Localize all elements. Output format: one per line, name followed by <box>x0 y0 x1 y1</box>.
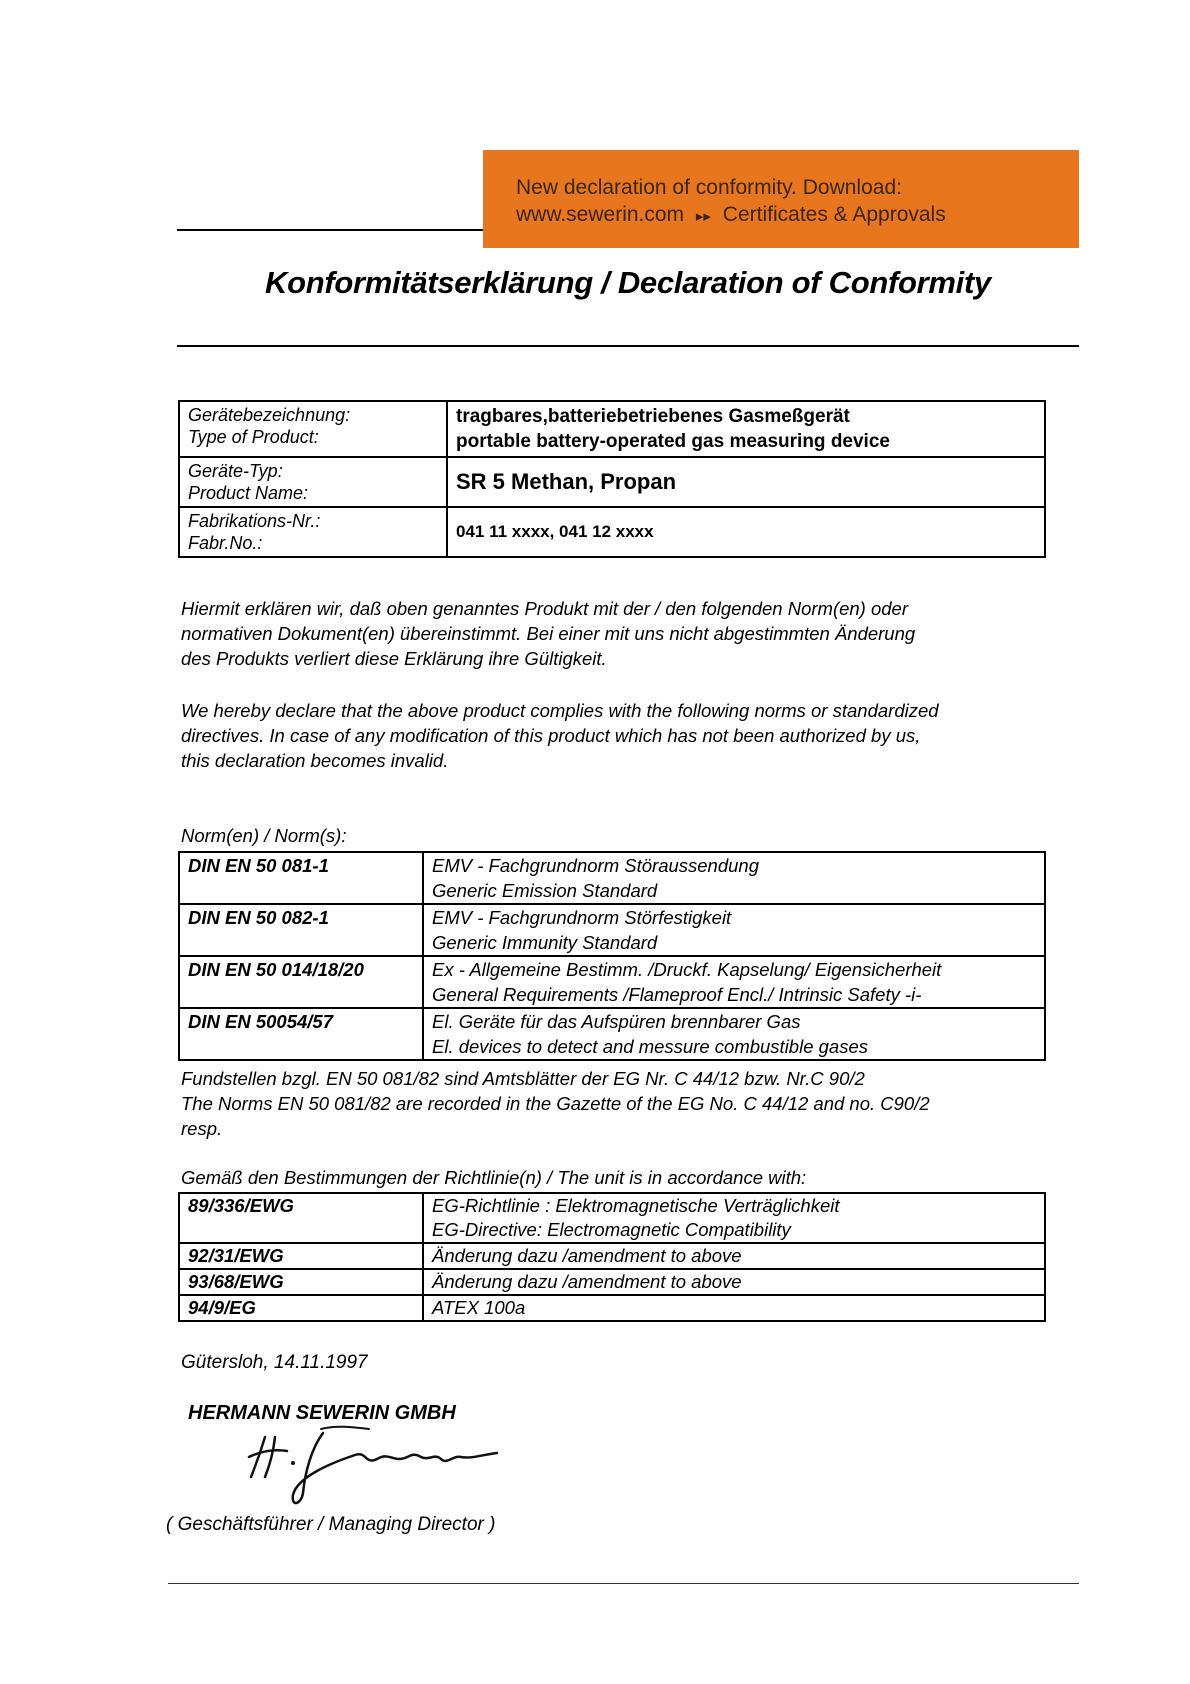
norms-note <box>181 1066 1081 1141</box>
product-name-value: SR 5 Methan, Propan <box>447 457 1045 507</box>
product-table <box>178 400 1046 558</box>
footer-divider <box>168 1583 1079 1584</box>
product-row-type <box>179 401 1045 457</box>
name-label-de: Geräte-Typ: <box>188 461 283 481</box>
directive-code: 92/31/EWG <box>179 1243 423 1269</box>
type-value-de: tragbares,batteriebetriebenes Gasmeßgerät <box>456 406 850 427</box>
norm-desc-de: EMV - Fachgrundnorm Störaussendung <box>432 855 760 876</box>
declaration-en-line: directives. In case of any modification of this product which has not been authorized by us, <box>181 725 921 746</box>
norms-note-line: Fundstellen bzgl. EN 50 081/82 sind Amtsblätter der EG Nr. C 44/12 bzw. Nr.C 90/2 <box>181 1068 865 1089</box>
table-row <box>179 1295 1045 1321</box>
type-value-en: portable battery-operated gas measuring device <box>456 431 890 452</box>
directives-table <box>178 1192 1046 1322</box>
table-row <box>179 956 1045 1008</box>
product-row-fabr <box>179 507 1045 557</box>
place-date: Gütersloh, 14.11.1997 <box>181 1352 368 1373</box>
norm-desc-en: Generic Immunity Standard <box>432 932 658 953</box>
banner-certificates-link[interactable]: Certificates & Approvals <box>722 203 946 226</box>
table-row <box>179 1269 1045 1295</box>
top-divider <box>177 229 483 231</box>
norm-desc-de: El. Geräte für das Aufspüren brennbarer Gas <box>432 1011 801 1032</box>
norms-note-line: resp. <box>181 1118 223 1139</box>
directive-code: 94/9/EG <box>179 1295 423 1321</box>
directive-desc-en: EG-Directive: Electromagnetic Compatibility <box>432 1219 791 1240</box>
declaration-de <box>181 596 1081 671</box>
product-row-name <box>179 457 1045 507</box>
banner-line-2 <box>516 201 1079 230</box>
declaration-en-line: We hereby declare that the above product complies with the following norms or standardized <box>181 700 939 721</box>
norm-desc-de: EMV - Fachgrundnorm Störfestigkeit <box>432 907 732 928</box>
declaration-de-line: normativen Dokument(en) übereinstimmt. Bei einer mit uns nicht abgestimmten Änderung <box>181 623 916 644</box>
directives-label: Gemäß den Bestimmungen der Richtlinie(n) / The unit is in accordance with: <box>181 1167 807 1188</box>
table-row <box>179 1008 1045 1060</box>
norm-code: DIN EN 50054/57 <box>179 1008 423 1060</box>
fabr-label-en: Fabr.No.: <box>188 533 263 553</box>
fabr-value: 041 11 xxxx, 041 12 xxxx <box>447 507 1045 557</box>
type-label-en: Type of Product: <box>188 427 319 447</box>
declaration-de-line: Hiermit erklären wir, daß oben genanntes Produkt mit der / den folgenden Norm(en) oder <box>181 598 909 619</box>
norm-desc-en: El. devices to detect and messure combustible gases <box>432 1036 869 1057</box>
type-label-de: Gerätebezeichnung: <box>188 405 351 425</box>
directive-code: 89/336/EWG <box>179 1193 423 1243</box>
table-row <box>179 1243 1045 1269</box>
name-label-en: Product Name: <box>188 483 309 503</box>
table-row <box>179 1193 1045 1243</box>
directive-desc: Änderung dazu /amendment to above <box>423 1269 1045 1295</box>
title-divider <box>177 345 1079 347</box>
table-row <box>179 904 1045 956</box>
norm-desc-de: Ex - Allgemeine Bestimm. /Druckf. Kapselung/ Eigensicherheit <box>432 959 942 980</box>
norm-code: DIN EN 50 081-1 <box>179 852 423 904</box>
banner-line-1: New declaration of conformity. Download: <box>516 176 902 199</box>
table-row <box>179 852 1045 904</box>
norms-label: Norm(en) / Norm(s): <box>181 825 347 846</box>
directive-code: 93/68/EWG <box>179 1269 423 1295</box>
declaration-de-line: des Produkts verliert diese Erklärung ihre Gültigkeit. <box>181 648 607 669</box>
norm-code: DIN EN 50 014/18/20 <box>179 956 423 1008</box>
banner-url-link[interactable]: www.sewerin.com <box>516 203 685 226</box>
double-arrow-icon: ▸▸ <box>695 208 711 225</box>
norm-desc-en: General Requirements /Flameproof Encl./ Intrinsic Safety -i- <box>432 984 922 1005</box>
signatory-role: ( Geschäftsführer / Managing Director ) <box>166 1514 496 1535</box>
norms-note-line: The Norms EN 50 081/82 are recorded in the Gazette of the EG No. C 44/12 and no. C90/2 <box>181 1093 930 1114</box>
download-banner <box>483 150 1079 248</box>
norm-desc-en: Generic Emission Standard <box>432 880 658 901</box>
page-title: Konformitätserklärung / Declaration of Conformity <box>265 265 991 300</box>
directive-desc: Änderung dazu /amendment to above <box>423 1243 1045 1269</box>
norm-code: DIN EN 50 082-1 <box>179 904 423 956</box>
directive-desc-de: EG-Richtlinie : Elektromagnetische Verträglichkeit <box>432 1195 840 1216</box>
directive-desc: ATEX 100a <box>423 1295 1045 1321</box>
norms-table <box>178 851 1046 1061</box>
signature-image <box>235 1415 505 1510</box>
company-name: HERMANN SEWERIN GMBH <box>188 1402 456 1424</box>
fabr-label-de: Fabrikations-Nr.: <box>188 511 321 531</box>
declaration-en <box>181 698 1081 773</box>
declaration-en-line: this declaration becomes invalid. <box>181 750 449 771</box>
